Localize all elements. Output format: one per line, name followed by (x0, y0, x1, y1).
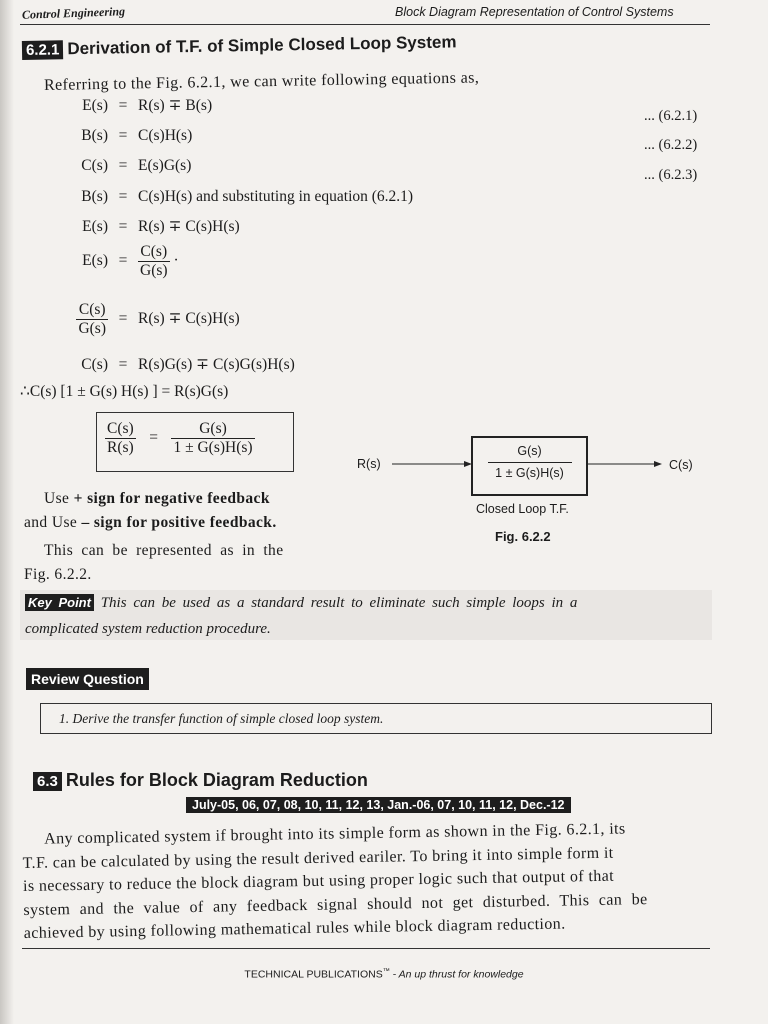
output-arrowhead (654, 461, 662, 467)
block-denominator: 1 ± G(s)H(s) (488, 462, 572, 480)
sign-note-negative: Use + sign for negative feedback (44, 490, 270, 507)
section-621-heading (22, 32, 457, 60)
page-binding-shadow (0, 0, 14, 1024)
review-question-tag: Review Question (26, 668, 149, 690)
equation-row: C(s) = R(s)G(s) ∓ C(s)G(s)H(s) (81, 356, 295, 373)
equation-row: B(s) = C(s)H(s) (81, 127, 193, 144)
equation-row: E(s) = R(s) ∓ C(s)H(s) (82, 218, 240, 235)
equation-reference: ... (6.2.2) (644, 137, 698, 153)
review-question-item: 1. Derive the transfer function of simple closed loop system. (59, 711, 384, 726)
footer: TECHNICAL PUBLICATIONS™ - An up thrust for knowledge (244, 968, 524, 981)
section-63-paragraph (22, 816, 714, 946)
diagram-output-label: C(s) (669, 458, 693, 472)
header-book-title: Control Engineering (21, 4, 126, 22)
fraction: $\frac{C(s)}{G(s)}$ (140, 243, 168, 279)
key-point-tag: Key Point (25, 594, 94, 611)
section-title: Rules for Block Diagram Reduction (65, 770, 368, 790)
equation-reference: ... (6.2.3) (644, 167, 698, 183)
paragraph-line: Any complicated system if brought into its simple form as shown in the Fig. 6.2.1, its (44, 820, 626, 848)
block-numerator: G(s) (517, 444, 542, 458)
paragraph-line: system and the value of any feedback signal should not get disturbed. This can be (23, 890, 648, 919)
header-rule (20, 24, 710, 25)
equation-es-fraction: E(s) = $\frac{C(s)}{G(s)}$ · (82, 243, 179, 279)
paragraph-line: achieved by using following mathematical rules while block diagram reduction. (23, 915, 566, 942)
fraction: $\frac{C(s)}{R(s)}$ (107, 420, 134, 456)
header-chapter-title: Block Diagram Representation of Control Systems (395, 5, 674, 19)
equation-row: E(s) = R(s) ∓ B(s) (82, 97, 213, 114)
result-box (96, 412, 294, 472)
diagram-caption: Closed Loop T.F. (476, 502, 569, 516)
key-point-line2: complicated system reduction procedure. (25, 621, 271, 637)
equation-cg-fraction: $\frac{C(s)}{G(s)}$ = R(s) ∓ C(s)H(s) (78, 301, 240, 337)
section-intro: Referring to the Fig. 6.2.1, we can write following equations as, (43, 69, 480, 94)
paragraph-line: is necessary to reduce the block diagram but using proper logic such that output of that (22, 867, 615, 895)
section-number: 6.3 (33, 772, 62, 791)
sign-note-positive: and Use – sign for positive feedback. (24, 514, 277, 531)
paragraph-line: T.F. can be calculated by using the result derived eariler. To bring it into simple form it (22, 844, 614, 872)
represent-text-line2: Fig. 6.2.2. (24, 566, 92, 583)
therefore-equation: ∴C(s) [1 ± G(s) H(s) ] = R(s)G(s) (20, 383, 229, 400)
section-63-heading (33, 770, 368, 791)
footer-rule (22, 948, 710, 949)
represent-text-line1: This can be represented as in the (44, 542, 284, 559)
section-title: Derivation of T.F. of Simple Closed Loop System (67, 32, 457, 59)
equation-reference: ... (6.2.1) (644, 108, 698, 124)
transfer-function-block (471, 436, 588, 496)
fraction: $\frac{C(s)}{G(s)}$ (78, 301, 106, 337)
fraction: $\frac{G(s)}{1 \pm G(s)H(s)}$ (173, 420, 253, 456)
equation-row: C(s) = E(s)G(s) (81, 157, 192, 174)
section-number: 6.2.1 (22, 40, 64, 60)
review-question-box (40, 703, 712, 734)
result-equation: $\frac{C(s)}{R(s)}$ = $\frac{G(s)}{1 \pm G(s)H(s)}$ (107, 420, 253, 456)
equation-row: B(s) = C(s)H(s) and substituting in equation (6.2.1) (81, 188, 414, 205)
key-point-line1: Key Point This can be used as a standard result to eliminate such simple loops in a (25, 595, 577, 612)
exam-years-badge: July-05, 06, 07, 08, 10, 11, 12, 13, Jan.-06, 07, 10, 11, 12, Dec.-12 (186, 797, 571, 813)
figure-label: Fig. 6.2.2 (495, 529, 551, 544)
diagram-input-label: R(s) (357, 457, 381, 471)
